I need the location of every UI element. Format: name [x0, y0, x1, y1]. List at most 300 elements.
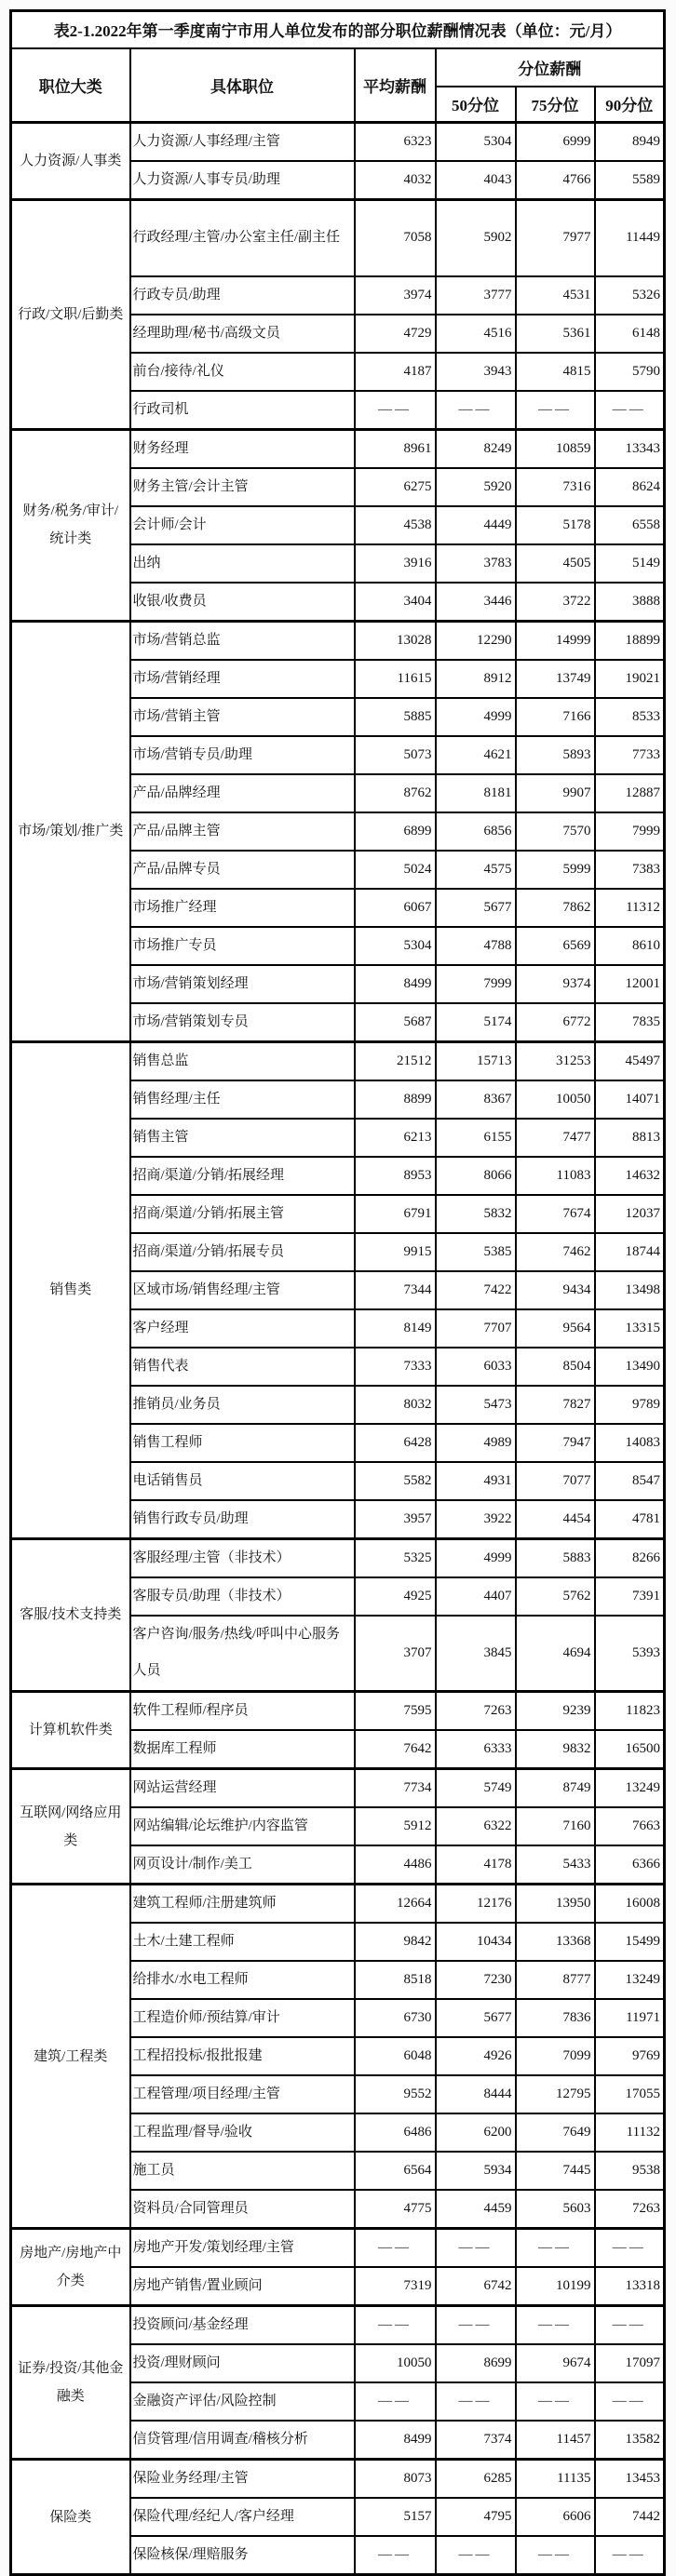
position-cell: 推销员/业务员 [130, 1386, 355, 1424]
average-salary-cell: 5687 [355, 1003, 436, 1042]
average-salary-cell: 6564 [355, 2152, 436, 2190]
p90-salary-cell: 17097 [595, 2344, 665, 2382]
p50-salary-cell: 8699 [436, 2344, 516, 2382]
average-salary-cell: 4775 [355, 2190, 436, 2229]
p75-salary-cell: 9907 [516, 774, 595, 812]
position-cell: 出纳 [130, 544, 355, 583]
p50-salary-cell: 8444 [436, 2075, 516, 2113]
p50-salary-cell: 6155 [436, 1119, 516, 1157]
average-salary-cell: 3916 [355, 544, 436, 583]
average-salary-cell: 6323 [355, 123, 436, 162]
average-salary-cell: —— [355, 2382, 436, 2421]
p90-salary-cell: 13249 [595, 1769, 665, 1808]
p50-salary-cell: 6322 [436, 1807, 516, 1845]
position-cell: 数据库工程师 [130, 1730, 355, 1769]
position-cell: 市场/营销经理 [130, 660, 355, 698]
p75-salary-cell: 13749 [516, 660, 595, 698]
p50-salary-cell: 5934 [436, 2152, 516, 2190]
position-cell: 销售经理/主任 [130, 1080, 355, 1119]
p50-salary-cell: 3446 [436, 583, 516, 622]
p75-salary-cell: 7477 [516, 1119, 595, 1157]
average-salary-cell: 6048 [355, 2037, 436, 2075]
average-salary-cell: 6486 [355, 2113, 436, 2152]
average-salary-cell: 9842 [355, 1923, 436, 1961]
average-salary-cell: 4486 [355, 1845, 436, 1885]
average-salary-cell: 4187 [355, 353, 436, 391]
p90-salary-cell: 15499 [595, 1923, 665, 1961]
p75-salary-cell: 5762 [516, 1577, 595, 1616]
average-salary-cell: 8518 [355, 1961, 436, 1999]
p50-salary-cell: 6285 [436, 2460, 516, 2499]
average-salary-cell: 5024 [355, 851, 436, 889]
p90-salary-cell: 12001 [595, 965, 665, 1003]
average-salary-cell: 8899 [355, 1080, 436, 1119]
position-cell: 工程造价师/预结算/审计 [130, 1999, 355, 2037]
position-cell: 保险代理/经纪人/客户经理 [130, 2498, 355, 2536]
col-header-average: 平均薪酬 [355, 48, 436, 123]
table-title: 表2-1.2022年第一季度南宁市用人单位发布的部分职位薪酬情况表（单位：元/月） [11, 11, 665, 48]
col-header-position: 具体职位 [130, 48, 355, 123]
p50-salary-cell: 12290 [436, 621, 516, 660]
average-salary-cell: 5885 [355, 698, 436, 736]
position-cell: 市场推广专员 [130, 927, 355, 965]
average-salary-cell: 9915 [355, 1233, 436, 1271]
category-cell: 证券/投资/其他金融类 [11, 2306, 130, 2460]
average-salary-cell: 8499 [355, 2421, 436, 2460]
p75-salary-cell: 10199 [516, 2267, 595, 2306]
category-cell: 保险类 [11, 2460, 130, 2575]
average-salary-cell: 5325 [355, 1538, 436, 1577]
p90-salary-cell: 13582 [595, 2421, 665, 2460]
p75-salary-cell: 7947 [516, 1424, 595, 1462]
position-cell: 工程监理/督导/验收 [130, 2113, 355, 2152]
p75-salary-cell: 8504 [516, 1348, 595, 1386]
p90-salary-cell: 12037 [595, 1195, 665, 1233]
p50-salary-cell: 5749 [436, 1769, 516, 1808]
p75-salary-cell: 12795 [516, 2075, 595, 2113]
p75-salary-cell: 11083 [516, 1157, 595, 1195]
average-salary-cell: 5304 [355, 927, 436, 965]
p75-salary-cell: 7166 [516, 698, 595, 736]
average-salary-cell: 10050 [355, 2344, 436, 2382]
p50-salary-cell: 8181 [436, 774, 516, 812]
position-cell: 客服专员/助理（非技术） [130, 1577, 355, 1616]
p90-salary-cell: 8610 [595, 927, 665, 965]
p75-salary-cell: 5893 [516, 736, 595, 774]
average-salary-cell: 21512 [355, 1041, 436, 1080]
p90-salary-cell: 13318 [595, 2267, 665, 2306]
p50-salary-cell: 4788 [436, 927, 516, 965]
position-cell: 网站运营经理 [130, 1769, 355, 1808]
position-cell: 市场/营销专员/助理 [130, 736, 355, 774]
position-cell: 金融资产评估/风险控制 [130, 2382, 355, 2421]
category-cell: 房地产/房地产中介类 [11, 2229, 130, 2306]
average-salary-cell: 7642 [355, 1730, 436, 1769]
p90-salary-cell: 11132 [595, 2113, 665, 2152]
p50-salary-cell: 5902 [436, 200, 516, 276]
p90-salary-cell: 7999 [595, 812, 665, 851]
p75-salary-cell: 6772 [516, 1003, 595, 1042]
position-cell: 工程管理/项目经理/主管 [130, 2075, 355, 2113]
table-body [11, 123, 665, 2575]
position-cell: 保险核保/理赔服务 [130, 2536, 355, 2575]
p50-salary-cell: 5385 [436, 1233, 516, 1271]
position-cell: 投资顾问/基金经理 [130, 2306, 355, 2345]
position-cell: 财务主管/会计主管 [130, 468, 355, 506]
p75-salary-cell: 7099 [516, 2037, 595, 2075]
p75-salary-cell: 3722 [516, 583, 595, 622]
p75-salary-cell: —— [516, 2229, 595, 2268]
position-cell: 软件工程师/程序员 [130, 1692, 355, 1731]
p90-salary-cell: 11823 [595, 1692, 665, 1731]
p90-salary-cell: —— [595, 391, 665, 430]
p75-salary-cell: 9564 [516, 1309, 595, 1348]
average-salary-cell: 6730 [355, 1999, 436, 2037]
average-salary-cell: 12664 [355, 1885, 436, 1924]
p90-salary-cell: 6558 [595, 506, 665, 544]
p75-salary-cell: 13950 [516, 1885, 595, 1924]
p90-salary-cell: 13249 [595, 1961, 665, 1999]
p90-salary-cell: 9789 [595, 1386, 665, 1424]
average-salary-cell: 4925 [355, 1577, 436, 1616]
p75-salary-cell: —— [516, 2382, 595, 2421]
p50-salary-cell: 7230 [436, 1961, 516, 1999]
p50-salary-cell: 6333 [436, 1730, 516, 1769]
p75-salary-cell: 7570 [516, 812, 595, 851]
p50-salary-cell: 5174 [436, 1003, 516, 1042]
average-salary-cell: 8032 [355, 1386, 436, 1424]
p90-salary-cell: 13453 [595, 2460, 665, 2499]
position-cell: 客服经理/主管（非技术） [130, 1538, 355, 1577]
table-row [11, 621, 665, 660]
position-cell: 给排水/水电工程师 [130, 1961, 355, 1999]
average-salary-cell: 5912 [355, 1807, 436, 1845]
average-salary-cell: 8953 [355, 1157, 436, 1195]
p50-salary-cell: 4621 [436, 736, 516, 774]
position-cell: 销售总监 [130, 1041, 355, 1080]
position-cell: 资料员/合同管理员 [130, 2190, 355, 2229]
salary-table [9, 9, 666, 2576]
p75-salary-cell: 5361 [516, 315, 595, 353]
p90-salary-cell: 8949 [595, 123, 665, 162]
p50-salary-cell: 4999 [436, 698, 516, 736]
category-cell: 行政/文职/后勤类 [11, 200, 130, 430]
average-salary-cell: 11615 [355, 660, 436, 698]
p90-salary-cell: 5149 [595, 544, 665, 583]
average-salary-cell: 7333 [355, 1348, 436, 1386]
p50-salary-cell: 6200 [436, 2113, 516, 2152]
position-cell: 销售行政专员/助理 [130, 1500, 355, 1539]
p90-salary-cell: 14083 [595, 1424, 665, 1462]
position-cell: 销售工程师 [130, 1424, 355, 1462]
p90-salary-cell: 19021 [595, 660, 665, 698]
p90-salary-cell: 7383 [595, 851, 665, 889]
p50-salary-cell: —— [436, 2229, 516, 2268]
p75-salary-cell: 4454 [516, 1500, 595, 1539]
p75-salary-cell: 7674 [516, 1195, 595, 1233]
p75-salary-cell: 7836 [516, 1999, 595, 2037]
table-row [11, 1692, 665, 1731]
average-salary-cell: 6213 [355, 1119, 436, 1157]
position-cell: 招商/渠道/分销/拓展经理 [130, 1157, 355, 1195]
position-cell: 产品/品牌主管 [130, 812, 355, 851]
average-salary-cell: 7344 [355, 1271, 436, 1309]
p50-salary-cell: —— [436, 2536, 516, 2575]
p90-salary-cell: 13343 [595, 429, 665, 468]
p50-salary-cell: 4931 [436, 1462, 516, 1500]
p90-salary-cell: —— [595, 2229, 665, 2268]
p75-salary-cell: 4766 [516, 161, 595, 200]
category-cell: 销售类 [11, 1041, 130, 1538]
p75-salary-cell: 7862 [516, 889, 595, 927]
p75-salary-cell: 11135 [516, 2460, 595, 2499]
position-cell: 土木/土建工程师 [130, 1923, 355, 1961]
average-salary-cell: 13028 [355, 621, 436, 660]
p90-salary-cell: 9538 [595, 2152, 665, 2190]
p90-salary-cell: 4781 [595, 1500, 665, 1539]
position-cell: 产品/品牌专员 [130, 851, 355, 889]
position-cell: 招商/渠道/分销/拓展主管 [130, 1195, 355, 1233]
average-salary-cell: 6428 [355, 1424, 436, 1462]
p50-salary-cell: 12176 [436, 1885, 516, 1924]
category-cell: 人力资源/人事类 [11, 123, 130, 200]
p50-salary-cell: 4043 [436, 161, 516, 200]
p90-salary-cell: 3888 [595, 583, 665, 622]
p90-salary-cell: 7663 [595, 1807, 665, 1845]
table-row [11, 123, 665, 162]
col-header-category: 职位大类 [11, 48, 130, 123]
position-cell: 行政司机 [130, 391, 355, 430]
position-cell: 经理助理/秘书/高级文员 [130, 315, 355, 353]
average-salary-cell: 3707 [355, 1616, 436, 1692]
p75-salary-cell: 4815 [516, 353, 595, 391]
average-salary-cell: —— [355, 2306, 436, 2345]
p90-salary-cell: 18899 [595, 621, 665, 660]
p50-salary-cell: 8249 [436, 429, 516, 468]
average-salary-cell: 9552 [355, 2075, 436, 2113]
position-cell: 财务经理 [130, 429, 355, 468]
category-cell: 财务/税务/审计/统计类 [11, 429, 130, 621]
position-cell: 电话销售员 [130, 1462, 355, 1500]
position-cell: 工程招投标/报批报建 [130, 2037, 355, 2075]
average-salary-cell: —— [355, 2536, 436, 2575]
category-cell: 市场/策划/推广类 [11, 621, 130, 1041]
category-cell: 互联网/网络应用类 [11, 1769, 130, 1885]
p75-salary-cell: 10859 [516, 429, 595, 468]
p50-salary-cell: 5832 [436, 1195, 516, 1233]
position-cell: 房地产开发/策划经理/主管 [130, 2229, 355, 2268]
position-cell: 销售代表 [130, 1348, 355, 1386]
p90-salary-cell: 17055 [595, 2075, 665, 2113]
table-row [11, 1769, 665, 1808]
p90-salary-cell: 5589 [595, 161, 665, 200]
table-row [11, 1041, 665, 1080]
p50-salary-cell: 5304 [436, 123, 516, 162]
p50-salary-cell: 7422 [436, 1271, 516, 1309]
position-cell: 前台/接待/礼仪 [130, 353, 355, 391]
p75-salary-cell: 7160 [516, 1807, 595, 1845]
p90-salary-cell: 7391 [595, 1577, 665, 1616]
category-cell: 计算机软件类 [11, 1692, 130, 1769]
table-row [11, 1885, 665, 1924]
p90-salary-cell: 11312 [595, 889, 665, 927]
position-cell: 招商/渠道/分销/拓展专员 [130, 1233, 355, 1271]
position-cell: 人力资源/人事经理/主管 [130, 123, 355, 162]
p90-salary-cell: 7835 [595, 1003, 665, 1042]
p50-salary-cell: 8066 [436, 1157, 516, 1195]
table-row [11, 2460, 665, 2499]
p50-salary-cell: 5920 [436, 468, 516, 506]
average-salary-cell: 6275 [355, 468, 436, 506]
position-cell: 保险业务经理/主管 [130, 2460, 355, 2499]
p50-salary-cell: 8367 [436, 1080, 516, 1119]
p75-salary-cell: —— [516, 391, 595, 430]
p75-salary-cell: 7316 [516, 468, 595, 506]
position-cell: 市场/营销总监 [130, 621, 355, 660]
header-row-1 [11, 48, 665, 87]
col-header-p50: 50分位 [436, 87, 516, 123]
position-cell: 行政经理/主管/办公室主任/副主任 [130, 200, 355, 276]
p50-salary-cell: 3783 [436, 544, 516, 583]
p90-salary-cell: 13315 [595, 1309, 665, 1348]
p75-salary-cell: 4531 [516, 276, 595, 315]
p75-salary-cell: 8777 [516, 1961, 595, 1999]
p50-salary-cell: 7374 [436, 2421, 516, 2460]
p75-salary-cell: 13368 [516, 1923, 595, 1961]
p90-salary-cell: —— [595, 2536, 665, 2575]
p50-salary-cell: 4795 [436, 2498, 516, 2536]
p75-salary-cell: 7462 [516, 1233, 595, 1271]
p75-salary-cell: 14999 [516, 621, 595, 660]
average-salary-cell: 4729 [355, 315, 436, 353]
table-row [11, 1538, 665, 1577]
position-cell: 施工员 [130, 2152, 355, 2190]
p90-salary-cell: 8533 [595, 698, 665, 736]
average-salary-cell: 3957 [355, 1500, 436, 1539]
p50-salary-cell: 6856 [436, 812, 516, 851]
p90-salary-cell: 18744 [595, 1233, 665, 1271]
position-cell: 会计师/会计 [130, 506, 355, 544]
position-cell: 投资/理财顾问 [130, 2344, 355, 2382]
p50-salary-cell: 4999 [436, 1538, 516, 1577]
p50-salary-cell: 8912 [436, 660, 516, 698]
position-cell: 客户咨询/服务/热线/呼叫中心服务人员 [130, 1616, 355, 1692]
category-cell: 建筑/工程类 [11, 1885, 130, 2229]
p75-salary-cell: 6569 [516, 927, 595, 965]
table-header [11, 11, 665, 123]
p75-salary-cell: 4694 [516, 1616, 595, 1692]
position-cell: 建筑工程师/注册建筑师 [130, 1885, 355, 1924]
average-salary-cell: 6791 [355, 1195, 436, 1233]
average-salary-cell: 5073 [355, 736, 436, 774]
p90-salary-cell: 45497 [595, 1041, 665, 1080]
position-cell: 市场/营销策划经理 [130, 965, 355, 1003]
p90-salary-cell: 8624 [595, 468, 665, 506]
p50-salary-cell: 4926 [436, 2037, 516, 2075]
col-header-percentile-group: 分位薪酬 [436, 48, 665, 87]
p75-salary-cell: 9674 [516, 2344, 595, 2382]
p90-salary-cell: 5326 [595, 276, 665, 315]
p75-salary-cell: 8749 [516, 1769, 595, 1808]
p90-salary-cell: 6366 [595, 1845, 665, 1885]
position-cell: 销售主管 [130, 1119, 355, 1157]
position-cell: 客户经理 [130, 1309, 355, 1348]
average-salary-cell: 8961 [355, 429, 436, 468]
table-row [11, 429, 665, 468]
p90-salary-cell: —— [595, 2382, 665, 2421]
p75-salary-cell: 5883 [516, 1538, 595, 1577]
p50-salary-cell: —— [436, 391, 516, 430]
p90-salary-cell: 12887 [595, 774, 665, 812]
p90-salary-cell: 8547 [595, 1462, 665, 1500]
p90-salary-cell: 6148 [595, 315, 665, 353]
p50-salary-cell: 5677 [436, 889, 516, 927]
p90-salary-cell: —— [595, 2306, 665, 2345]
p75-salary-cell: 9374 [516, 965, 595, 1003]
average-salary-cell: 6899 [355, 812, 436, 851]
p50-salary-cell: —— [436, 2382, 516, 2421]
col-header-p75: 75分位 [516, 87, 595, 123]
position-cell: 产品/品牌经理 [130, 774, 355, 812]
position-cell: 房地产销售/置业顾问 [130, 2267, 355, 2306]
position-cell: 市场/营销策划专员 [130, 1003, 355, 1042]
p75-salary-cell: 7977 [516, 200, 595, 276]
p50-salary-cell: 4459 [436, 2190, 516, 2229]
p50-salary-cell: 3777 [436, 276, 516, 315]
p50-salary-cell: —— [436, 2306, 516, 2345]
average-salary-cell: 8499 [355, 965, 436, 1003]
p50-salary-cell: 4449 [436, 506, 516, 544]
p90-salary-cell: 13498 [595, 1271, 665, 1309]
p90-salary-cell: 7733 [595, 736, 665, 774]
table-row [11, 2306, 665, 2345]
average-salary-cell: 5582 [355, 1462, 436, 1500]
average-salary-cell: 3974 [355, 276, 436, 315]
average-salary-cell: 8149 [355, 1309, 436, 1348]
p75-salary-cell: 9239 [516, 1692, 595, 1731]
position-cell: 信贷管理/信用调查/稽核分析 [130, 2421, 355, 2460]
p90-salary-cell: 11449 [595, 200, 665, 276]
p75-salary-cell: 9434 [516, 1271, 595, 1309]
p90-salary-cell: 13490 [595, 1348, 665, 1386]
position-cell: 网页设计/制作/美工 [130, 1845, 355, 1885]
p75-salary-cell: —— [516, 2536, 595, 2575]
title-row [11, 11, 665, 48]
average-salary-cell: 7595 [355, 1692, 436, 1731]
average-salary-cell: 4538 [355, 506, 436, 544]
p50-salary-cell: 5473 [436, 1386, 516, 1424]
p75-salary-cell: 7445 [516, 2152, 595, 2190]
position-cell: 网站编辑/论坛维护/内容监管 [130, 1807, 355, 1845]
p75-salary-cell: 6999 [516, 123, 595, 162]
category-cell: 客服/技术支持类 [11, 1538, 130, 1692]
p50-salary-cell: 4575 [436, 851, 516, 889]
p75-salary-cell: 31253 [516, 1041, 595, 1080]
p50-salary-cell: 4516 [436, 315, 516, 353]
position-cell: 人力资源/人事专员/助理 [130, 161, 355, 200]
p75-salary-cell: 7077 [516, 1462, 595, 1500]
p90-salary-cell: 8266 [595, 1538, 665, 1577]
p90-salary-cell: 11971 [595, 1999, 665, 2037]
p50-salary-cell: 4178 [436, 1845, 516, 1885]
average-salary-cell: 6067 [355, 889, 436, 927]
position-cell: 行政专员/助理 [130, 276, 355, 315]
average-salary-cell: 7058 [355, 200, 436, 276]
p75-salary-cell: 4505 [516, 544, 595, 583]
p75-salary-cell: 11457 [516, 2421, 595, 2460]
p90-salary-cell: 16008 [595, 1885, 665, 1924]
table-row [11, 2229, 665, 2268]
